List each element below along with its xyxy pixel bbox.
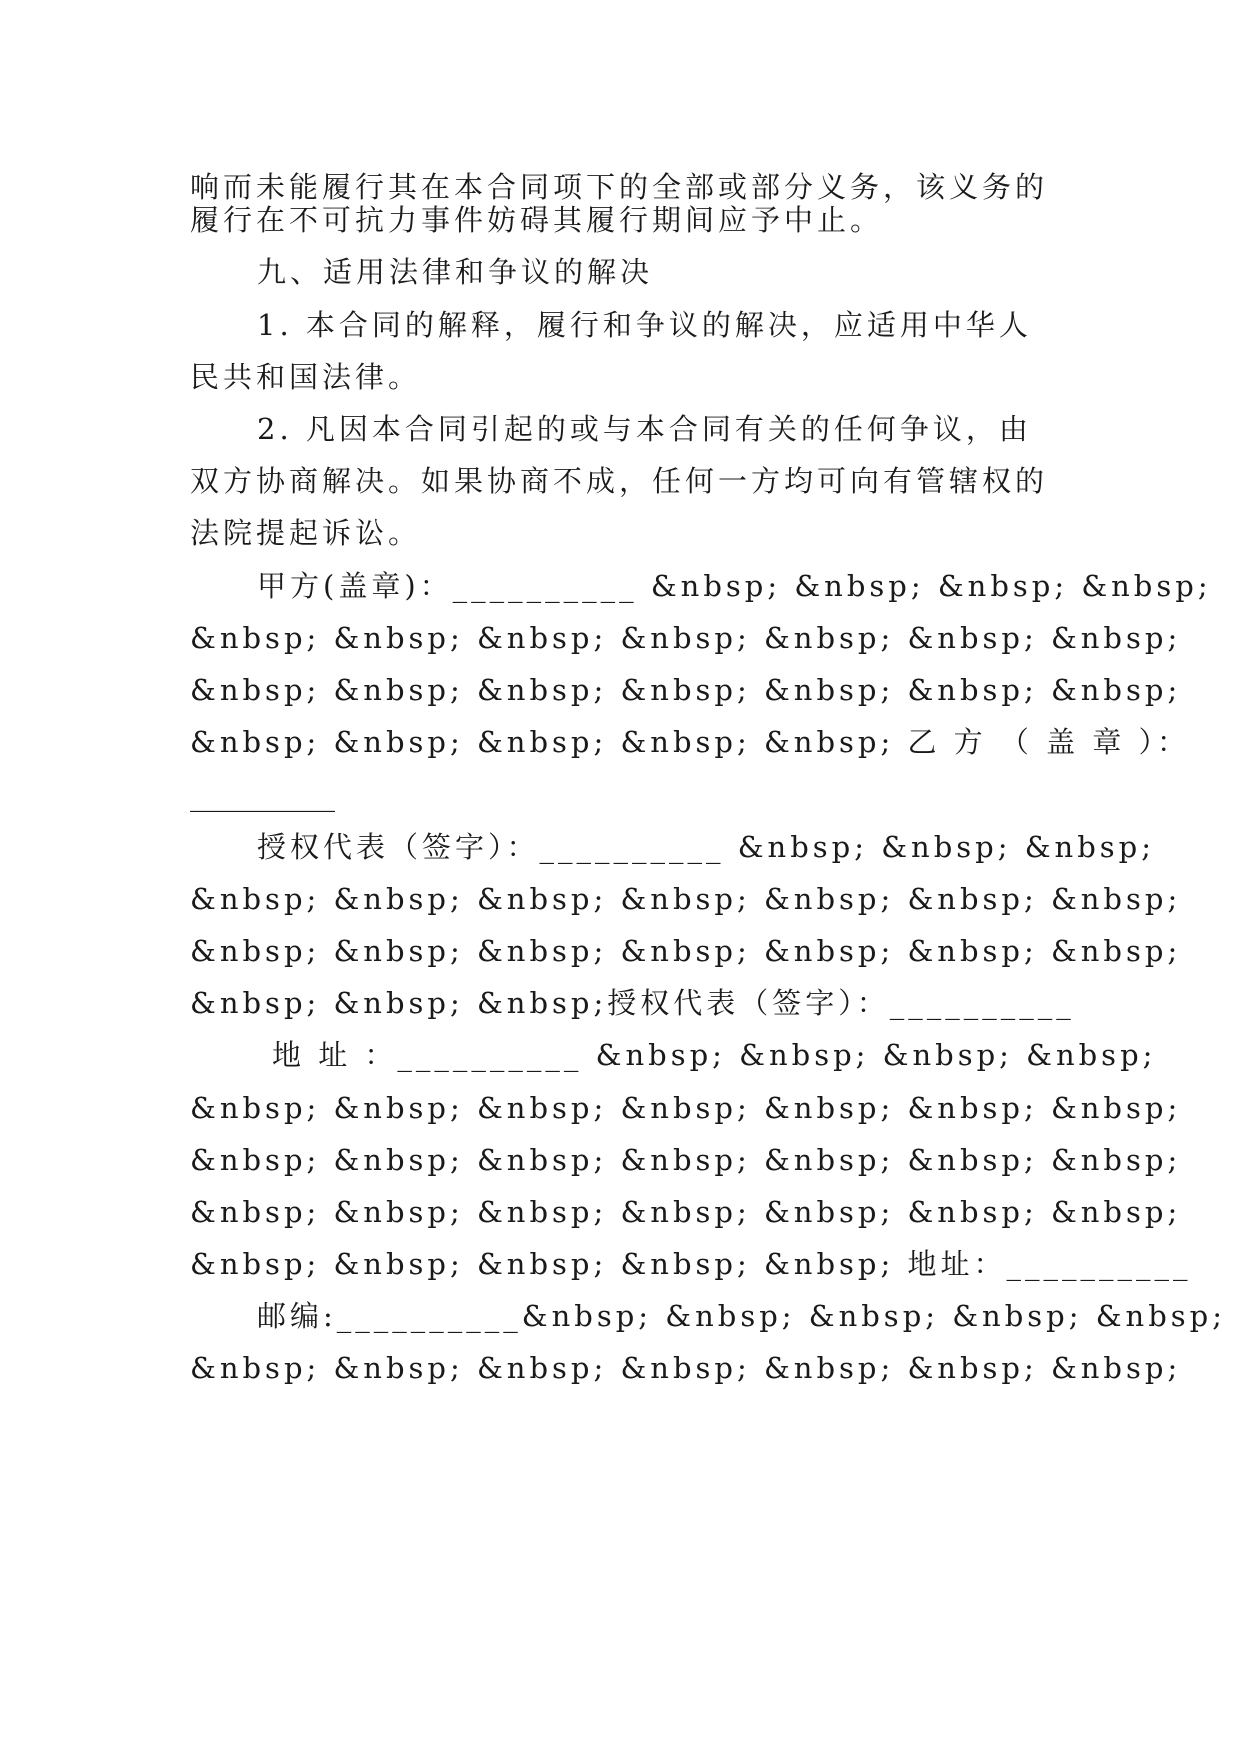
- nbsp-line-1: &nbsp; &nbsp; &nbsp; &nbsp; &nbsp; &nbsp; &nbsp;: [190, 621, 1182, 655]
- postcode-line: 邮编:__________&nbsp; &nbsp; &nbsp; &nbsp; &nbsp;: [257, 1299, 1227, 1333]
- representative-b-line: &nbsp; &nbsp; &nbsp;授权代表（签字）：__________: [190, 986, 1075, 1020]
- clause-1-line-1: 1. 本合同的解释，履行和争议的解决，应适用中华人: [257, 308, 1032, 342]
- nbsp-line-8: &nbsp; &nbsp; &nbsp; &nbsp; &nbsp; &nbsp; &nbsp;: [190, 1351, 1182, 1385]
- clause-2-line-3: 法院提起诉讼。: [190, 516, 422, 550]
- nbsp-line-5: &nbsp; &nbsp; &nbsp; &nbsp; &nbsp; &nbsp; &nbsp;: [190, 1091, 1182, 1125]
- nbsp-line-3: &nbsp; &nbsp; &nbsp; &nbsp; &nbsp; &nbsp; &nbsp;: [190, 882, 1182, 916]
- party-b-seal-blank: __________: [190, 778, 335, 812]
- party-a-seal-line: 甲方(盖章)：__________ &nbsp; &nbsp; &nbsp; &nbsp;: [257, 569, 1212, 603]
- clause-2-line-2: 双方协商解决。如果协商不成，任何一方均可向有管辖权的: [190, 464, 1049, 498]
- nbsp-line-2: &nbsp; &nbsp; &nbsp; &nbsp; &nbsp; &nbsp; &nbsp;: [190, 673, 1182, 707]
- address-a-line: 地 址 ：__________ &nbsp; &nbsp; &nbsp; &nbsp;: [272, 1038, 1157, 1072]
- nbsp-line-6: &nbsp; &nbsp; &nbsp; &nbsp; &nbsp; &nbsp; &nbsp;: [190, 1143, 1182, 1177]
- clause-1-line-2: 民共和国法律。: [190, 360, 422, 394]
- nbsp-line-7: &nbsp; &nbsp; &nbsp; &nbsp; &nbsp; &nbsp; &nbsp;: [190, 1195, 1182, 1229]
- section-heading-9: 九、适用法律和争议的解决: [257, 255, 654, 289]
- nbsp-line-4: &nbsp; &nbsp; &nbsp; &nbsp; &nbsp; &nbsp; &nbsp;: [190, 934, 1182, 968]
- address-b-line: &nbsp; &nbsp; &nbsp; &nbsp; &nbsp; 地址：__________: [190, 1247, 1192, 1281]
- representative-a-line: 授权代表（签字）：__________ &nbsp; &nbsp; &nbsp;: [257, 830, 1155, 864]
- party-b-seal-line: &nbsp; &nbsp; &nbsp; &nbsp; &nbsp; 乙 方 （ 盖 章 ）：: [190, 725, 1191, 759]
- body-line-1: 响而未能履行其在本合同项下的全部或部分义务，该义务的: [190, 170, 1049, 204]
- clause-2-line-1: 2. 凡因本合同引起的或与本合同有关的任何争议，由: [257, 412, 1032, 446]
- body-line-2: 履行在不可抗力事件妨碍其履行期间应予中止。: [190, 203, 884, 237]
